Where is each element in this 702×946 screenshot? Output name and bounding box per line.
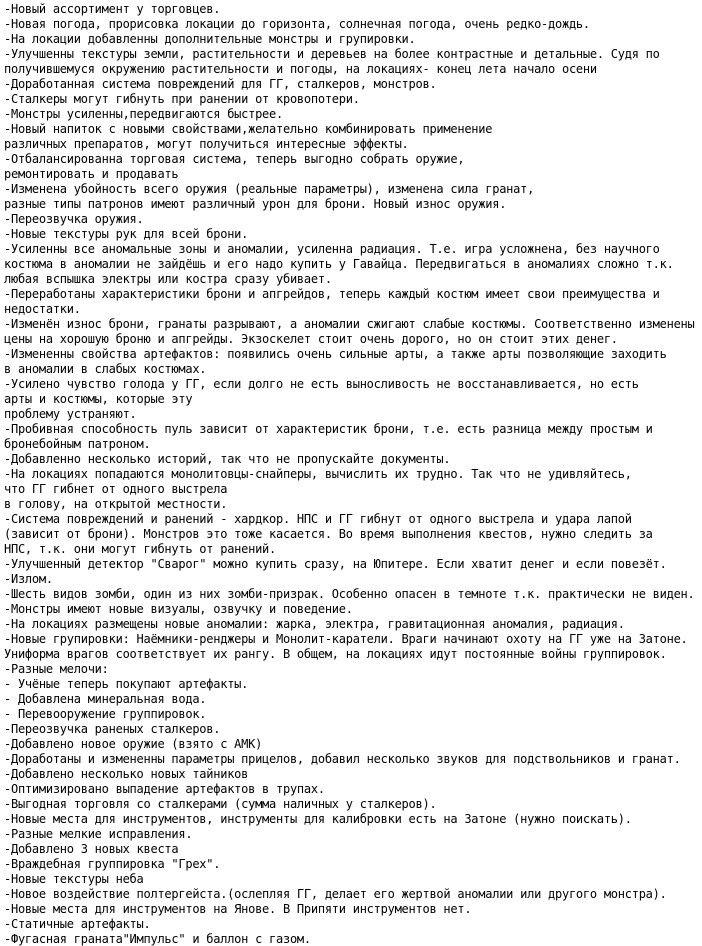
text-line: Униформа врагов соответствует их рангу. В общем, на локациях идут постоянные войны группировок. [4,647,667,661]
text-line: - Добавлена минеральная вода. [4,692,207,706]
text-line: -Улучшенный детектор "Сварог" можно купить сразу, на Юпитере. Если хватит денег и если повезёт. [4,557,667,571]
text-line: -Новая погода, прорисовка локации до горизонта, солнечная погода, очень редко-дождь. [4,17,590,31]
text-line: проблему устраняют. [4,407,137,421]
text-line: -Новые текстуры рук для всей брони. [4,227,249,241]
text-line: -Новый ассортимент у торговцев. [4,2,221,16]
text-line: -Изменён износ брони, гранаты разрывают, а аномалии сжигают слабые костюмы. Соответственно изменены [4,317,695,331]
text-line: -Статичные артефакты. [4,917,151,931]
text-line: -Шесть видов зомби, один из них зомби-призрак. Особенно опасен в темноте т.к. практически не виден. [4,587,695,601]
text-line: -Излом. [4,572,53,586]
text-line: -Измененны свойства артефактов: появились очень сильные арты, а также арты позволяющие заходить [4,347,667,361]
text-line: -Отбалансированна торговая система, теперь выгодно собрать оружие, [4,152,465,166]
text-line: недостатки. [4,302,81,316]
text-line: -Сталкеры могут гибнуть при ранении от кровопотери. [4,92,360,106]
text-line: -Новые текстуры неба [4,872,144,886]
text-line: -Выгодная торговля со сталкерами (сумма наличных у сталкеров). [4,797,437,811]
text-line: -Доработанная система повреждений для ГГ, сталкеров, монстров. [4,77,437,91]
text-line: -Новые места для инструментов, инструменты для калибровки есть на Затоне (нужно поискать). [4,812,632,826]
text-line: -Оптимизировано выпадение артефактов в трупах. [4,782,325,796]
text-line: -Система повреждений и ранений - хардкор. НПС и ГГ гибнут от одного выстрела и удара лапой [4,512,632,526]
text-line: получившемуся окружению растительности и погоды, на локациях- конец лета начало осени [4,62,597,76]
text-line: что ГГ гибнет от одного выстрела [4,482,228,496]
text-line: бронебойным патроном. [4,437,151,451]
text-line: - Учёные теперь покупают артефакты. [4,677,249,691]
text-line: -Пробивная способность пуль зависит от характеристик брони, т.е. есть разница между простым и [4,422,653,436]
text-line: -Улучшенны текстуры земли, растительности и деревьев на более контрастные и детальные. Судя по [4,47,660,61]
text-line: -На локациях попадаются монолитовцы-снайперы, вычислить их трудно. Так что не удивляйтесь, [4,467,632,481]
text-line: -Добавлено 3 новых квеста [4,842,179,856]
text-line: -Новое воздействие полтергейста.(ослепляя ГГ, делает его жертвой аномалии или другого монстра). [4,887,667,901]
text-line: -Переработаны характеристики брони и апгрейдов, теперь каждый костюм имеет свои преимущества и [4,287,660,301]
changelog-text [4,2,702,946]
text-line: в голову, на открытой местности. [4,497,228,511]
text-line: -Добавленно несколько историй, так что не пропускайте документы. [4,452,451,466]
text-line: арты и костюмы, которые эту [4,392,193,406]
text-line: - Перевооружение группировок. [4,707,207,721]
text-line: -Фугасная граната"Импульс" и баллон с газом. [4,932,311,946]
text-line: в аномалии в слабых костюмах. [4,362,207,376]
text-line: -Разные мелочи: [4,662,109,676]
text-line: -Изменена убойность всего оружия (реальные параметры), изменена сила гранат, [4,182,535,196]
text-line: -Переозвучка раненых сталкеров. [4,722,221,736]
text-line: (зависит от брони). Монстров это тоже касается. Во время выполнения квестов, нужно следить за [4,527,653,541]
text-line: цены на хорошую броню и апгрейды. Экзоскелет стоит очень дорого, но он стоит этих денег. [4,332,618,346]
text-line: -На локациях размещены новые аномалии: жарка, электра, гравитационная аномалия, радиация. [4,617,625,631]
text-line: -Переозвучка оружия. [4,212,144,226]
text-line: -На локации добавленны дополнительные монстры и групировки. [4,32,416,46]
text-line: костюма в аномалии не зайдёшь и его надо купить у Гавайца. Передвигаться в аномалиях сложно т.к. [4,257,674,271]
text-line: -Усиленны все аномальные зоны и аномалии, усиленна радиация. Т.е. игра усложнена, без научного [4,242,660,256]
text-line: -Добавлено несколько новых тайников [4,767,249,781]
text-line: -Новые групировки: Наёмники-ренджеры и Монолит-каратели. Враги начинают охоту на ГГ уже на Затоне. [4,632,688,646]
text-line: НПС, т.к. они могут гибнуть от ранений. [4,542,277,556]
text-line: -Усилено чувство голода у ГГ, если долго не есть выносливость не восстанавливается, но есть [4,377,639,391]
text-line: ремонтировать и продавать [4,167,179,181]
text-line: -Монстры усиленны,передвигаются быстрее. [4,107,283,121]
text-line: различных препаратов, могут получиться интересные эффекты. [4,137,409,151]
text-line: -Враждебная группировка "Грех". [4,857,221,871]
text-line: разные типы патронов имеют различный урон для брони. Новый износ оружия. [4,197,507,211]
text-line: -Новые места для инструментов на Янове. В Припяти инструментов нет. [4,902,472,916]
text-line: -Монстры имеют новые визуалы, озвучку и поведение. [4,602,353,616]
text-line: -Новый напиток с новыми свойствами,желательно комбинировать применение [4,122,493,136]
text-line: -Доработаны и измененны параметры прицелов, добавил несколько звуков для подствольников и гранат. [4,752,681,766]
text-line: -Добавлено новое оружие (взято с АМК) [4,737,263,751]
text-line: любая вспышка электры или костра сразу убивает. [4,272,332,286]
text-line: -Разные мелкие исправления. [4,827,193,841]
